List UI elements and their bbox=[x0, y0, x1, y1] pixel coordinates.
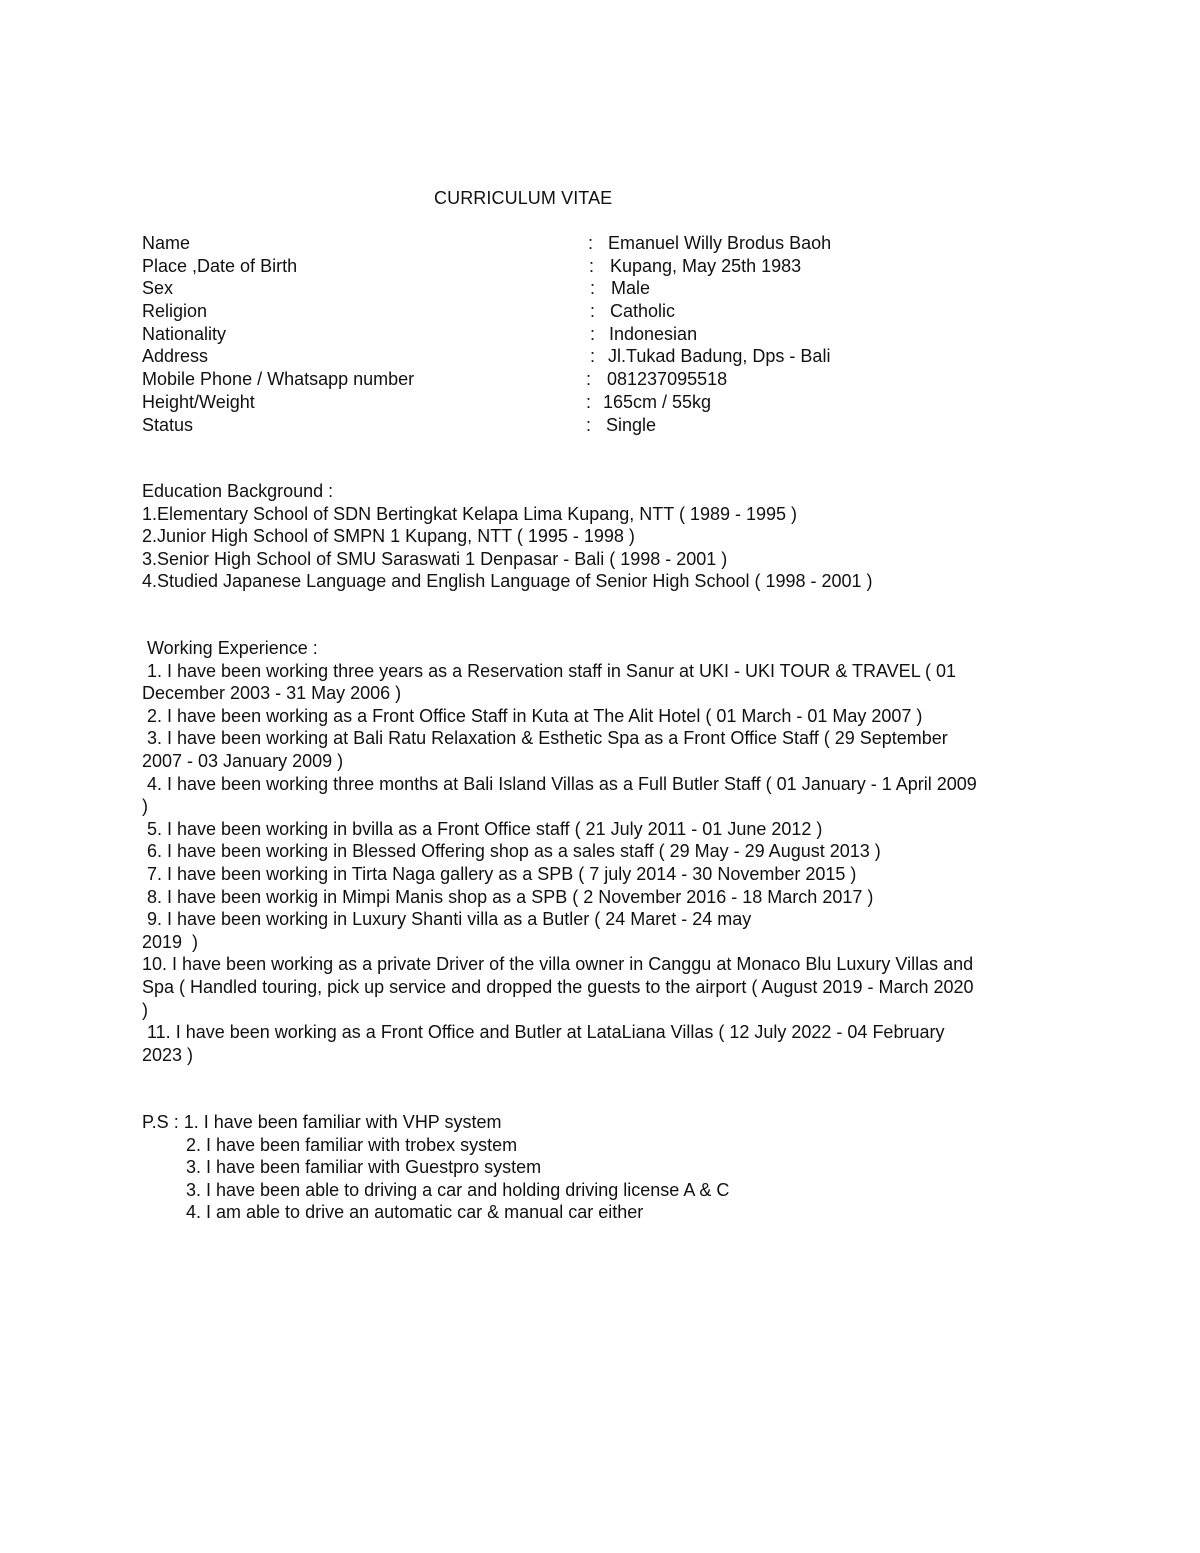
work-line: 11. I have been working as a Front Office and Butler at LataLiana Villas ( 12 July 2022 - 04 February bbox=[142, 1022, 945, 1043]
info-row-status bbox=[142, 414, 1042, 437]
ps-item: 3. I have been familiar with Guestpro system bbox=[186, 1157, 542, 1178]
info-value: Single bbox=[606, 414, 657, 435]
info-row-nationality bbox=[142, 323, 1042, 346]
work-line: 1. I have been working three years as a Reservation staff in Sanur at UKI - UKI TOUR & TRAVEL ( 01 bbox=[142, 660, 957, 681]
info-colon: : bbox=[590, 278, 596, 299]
work-line: Spa ( Handled touring, pick up service and dropped the guests to the airport ( August 2019 - March 2020 bbox=[142, 976, 974, 997]
info-label: Address bbox=[142, 346, 209, 367]
info-row-phone bbox=[142, 368, 1042, 391]
work-experience-section bbox=[142, 637, 1062, 1066]
ps-item: 3. I have been able to driving a car and holding driving license A & C bbox=[186, 1179, 730, 1200]
info-label: Nationality bbox=[142, 323, 227, 344]
info-row-height-weight bbox=[142, 391, 1042, 414]
work-line: 4. I have been working three months at Bali Island Villas as a Full Butler Staff ( 01 January - 1 April 2009 bbox=[142, 773, 977, 794]
info-colon: : bbox=[586, 414, 592, 435]
info-colon: : bbox=[589, 255, 595, 276]
info-row-birth bbox=[142, 255, 1042, 278]
info-value: Catholic bbox=[610, 301, 676, 322]
info-label: Sex bbox=[142, 278, 174, 299]
work-line: 2007 - 03 January 2009 ) bbox=[142, 750, 344, 771]
info-value: Emanuel Willy Brodus Baoh bbox=[608, 233, 832, 253]
education-item: 2.Junior High School of SMPN 1 Kupang, NTT ( 1995 - 1998 ) bbox=[142, 526, 635, 547]
info-value: Jl.Tukad Badung, Dps - Bali bbox=[608, 346, 831, 367]
personal-info bbox=[142, 232, 1042, 436]
education-section bbox=[142, 480, 873, 593]
education-item: 1.Elementary School of SDN Bertingkat Kelapa Lima Kupang, NTT ( 1989 - 1995 ) bbox=[142, 503, 798, 524]
info-colon: : bbox=[586, 391, 592, 412]
education-heading: Education Background : bbox=[142, 481, 334, 501]
info-value: Indonesian bbox=[609, 323, 698, 344]
work-line: 2023 ) bbox=[142, 1044, 194, 1065]
info-value: Kupang, May 25th 1983 bbox=[610, 255, 802, 276]
info-colon: : bbox=[590, 346, 596, 367]
info-colon: : bbox=[590, 301, 596, 322]
education-item: 3.Senior High School of SMU Saraswati 1 Denpasar - Bali ( 1998 - 2001 ) bbox=[142, 548, 728, 569]
ps-item: 4. I am able to drive an automatic car & manual car either bbox=[186, 1202, 644, 1223]
info-label: Place ,Date of Birth bbox=[142, 255, 298, 276]
info-label: Height/Weight bbox=[142, 391, 255, 412]
info-colon: : bbox=[586, 369, 592, 390]
education-item: 4.Studied Japanese Language and English Language of Senior High School ( 1998 - 2001 ) bbox=[142, 571, 873, 592]
ps-section bbox=[142, 1111, 729, 1224]
work-line: 5. I have been working in bvilla as a Front Office staff ( 21 July 2011 - 01 June 2012 ) bbox=[142, 818, 823, 839]
work-line: 2019 ) bbox=[142, 931, 199, 952]
work-line: December 2003 - 31 May 2006 ) bbox=[142, 683, 402, 704]
info-label: Religion bbox=[142, 301, 208, 322]
info-value: Male bbox=[611, 278, 651, 299]
info-value: 165cm / 55kg bbox=[603, 391, 712, 412]
work-line: 7. I have been working in Tirta Naga gallery as a SPB ( 7 july 2014 - 30 November 2015 ) bbox=[142, 863, 857, 884]
info-label: Name bbox=[142, 233, 191, 253]
info-colon: : bbox=[590, 323, 596, 344]
info-colon: : bbox=[588, 233, 594, 253]
ps-first-line: P.S : 1. I have been familiar with VHP system bbox=[142, 1112, 502, 1132]
work-line: 9. I have been working in Luxury Shanti villa as a Butler ( 24 Maret - 24 may bbox=[142, 909, 752, 930]
work-line: 3. I have been working at Bali Ratu Relaxation & Esthetic Spa as a Front Office Staff ( 29 September bbox=[142, 728, 948, 749]
info-label: Status bbox=[142, 414, 194, 435]
work-heading: Working Experience : bbox=[142, 638, 318, 658]
info-label: Mobile Phone / Whatsapp number bbox=[142, 369, 415, 390]
work-line: 6. I have been working in Blessed Offering shop as a sales staff ( 29 May - 29 August 2013 ) bbox=[142, 841, 881, 862]
ps-item: 2. I have been familiar with trobex system bbox=[186, 1134, 518, 1155]
document-title: CURRICULUM VITAE bbox=[434, 188, 613, 208]
info-row-religion bbox=[142, 300, 1042, 323]
info-value: 081237095518 bbox=[607, 369, 728, 390]
work-line: 8. I have been workig in Mimpi Manis shop as a SPB ( 2 November 2016 - 18 March 2017 ) bbox=[142, 886, 874, 907]
info-row-sex bbox=[142, 277, 1042, 300]
work-line: 10. I have been working as a private Driver of the villa owner in Canggu at Monaco Blu Luxury Villas and bbox=[142, 954, 974, 975]
info-row-address bbox=[142, 345, 1042, 368]
work-line: 2. I have been working as a Front Office Staff in Kuta at The Alit Hotel ( 01 March - 01 May 2007 ) bbox=[142, 705, 923, 726]
work-line: ) bbox=[142, 796, 148, 817]
info-row-name bbox=[142, 232, 1042, 255]
work-line: ) bbox=[142, 999, 148, 1020]
